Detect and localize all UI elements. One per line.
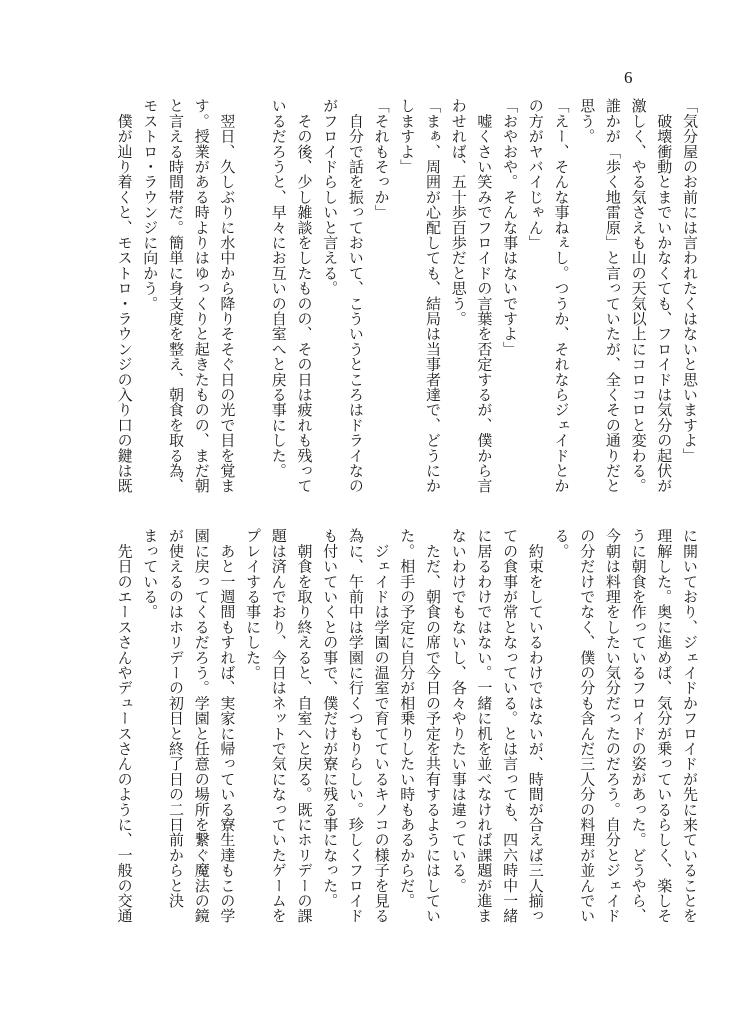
text-column: る。 [552,528,571,559]
text-column: 為に、午前中は学園に行くつもりらしい。珍しくフロイド [346,528,365,924]
text-column: プレイする事にした。 [244,528,263,680]
text-column: ジェイドは学園の温室で育てているキノコの様子を見る [372,528,391,924]
text-column: ての食事が常となっている。とは言っても、四六時中一緒 [501,528,520,924]
text-column: 「気分屋のお前には言われたくはないと思いますよ」 [681,98,699,463]
text-column: の分だけでなく、僕の分も含んだ三人分の料理が並んでい [578,528,597,924]
text-column: ただ、朝食の席で今日の予定を共有するようにはしてい [424,528,442,924]
text-block-bottom [0,528,730,933]
text-column: その後、少し雑談をしたものの、その日は疲れも残って [295,98,314,494]
text-column: しますよ」 [398,98,417,174]
text-column: がフロイドらしいと言える。 [321,98,340,296]
text-column: 理解した。奥に進めば、気分が乗っているらしく、楽しそ [655,528,674,924]
text-column: 僕が辿り着くと、モストロ・ラウンジの入り口の鍵は既 [115,98,134,494]
text-column: と言える時間帯だ。簡単に身支度を整え、朝食を取る為、 [167,98,185,494]
text-column: 自分で話を振っておいて、こういうところはドライなの [346,98,365,494]
text-column: ないわけでもないし、各々やりたい事は違っている。 [449,528,468,893]
text-column: 約束をしているわけではないが、時間が合えば三人揃っ [526,528,545,924]
text-column: た。相手の予定に自分が相乗りしたい時もあるからだ。 [398,528,417,908]
text-column: うに朝食を作っているフロイドの姿があった。どうやら、 [629,528,648,924]
text-column: 「おやおや。そんな事はないですよ」 [501,98,520,357]
text-column: 朝食を取り終えると、自室へと戻る。既にホリデーの課 [295,528,314,924]
text-column: 「まぁ、周囲が心配しても、結局は当事者達で、どうにか [424,98,442,494]
text-column: 破壊衝動とまでいかなくても、フロイドは気分の起伏が [655,98,674,494]
text-column: の方がヤバイじゃん」 [526,98,545,250]
text-block-top [0,98,730,503]
text-column: まっている。 [141,528,160,620]
text-column: 題は済んでおり、今日はネットで気になっていたゲームを [269,528,288,924]
text-column: いるだろうと、早々にお互いの自室へと戻る事にした。 [269,98,288,478]
text-column: 翌日、久しぶりに水中から降りそそぐ日の光で目を覚ま [218,98,237,494]
text-column: 園に戻ってくるだろう。学園と任意の場所を繋ぐ魔法の鏡 [192,528,211,924]
text-column: 誰かが「歩く地雷原」と言っていたが、全くその通りだと [603,98,622,494]
text-column: わせれば、五十歩百歩だと思う。 [449,98,468,326]
text-column: に居るわけではない。一緒に机を並べなければ課題が進ま [475,528,494,924]
text-column: モストロ・ラウンジに向かう。 [141,98,160,311]
text-column: 嘘くさい笑みでフロイドの言葉を否定するが、僕から言 [475,98,494,494]
text-column: 「それもそっか」 [372,98,391,220]
text-column: 今朝は料理をしたい気分だったのだろう。自分とジェイド [603,528,622,924]
text-column: 激しく、やる気さえも山の天気以上にコロコロと変わる。 [629,98,648,494]
text-column: あと一週間もすれば、実家に帰っている寮生達もこの学 [218,528,237,924]
text-column: す。授業がある時よりはゆっくりと起きたものの、まだ朝 [192,98,211,494]
text-column: が使えるのはホリデーの初日と終了日の二日前からと決 [167,528,185,908]
text-column: 「えー、そんな事ねぇし。つうか、それならジェイドとか [552,98,571,494]
text-column [243,98,263,503]
text-column: 思う。 [578,98,597,144]
page-number: 6 [624,68,633,87]
text-column: に開いており、ジェイドかフロイドが先に来ていることを [681,528,699,924]
text-column: 先日のエースさんやデュースさんのように、一般の交通 [115,528,134,924]
text-column: も付いていくとの事で、僕だけが寮に残る事になった。 [321,528,340,908]
